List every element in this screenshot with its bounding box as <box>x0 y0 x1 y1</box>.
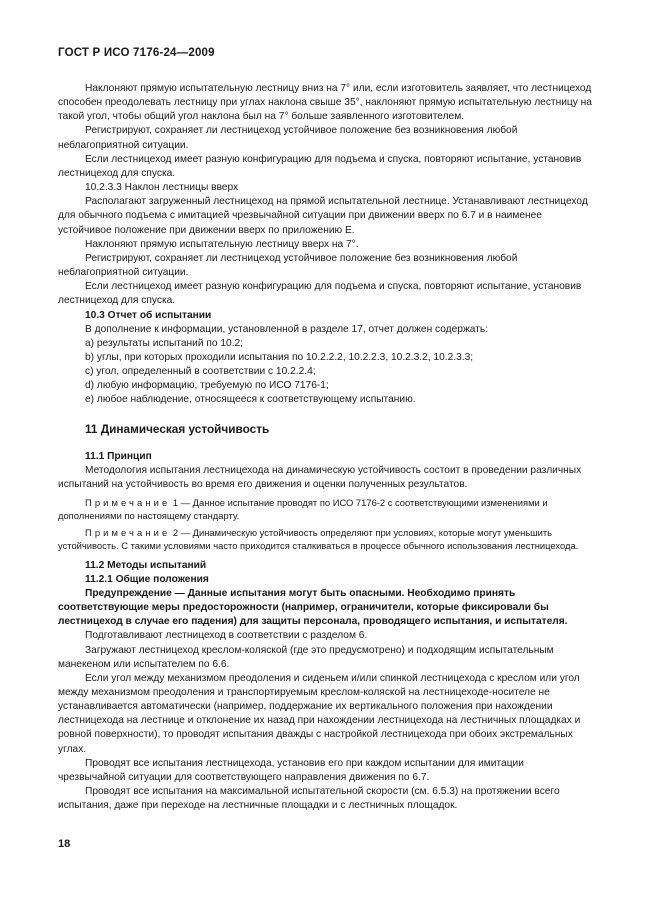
paragraph: Наклоняют прямую испытательную лестницу вниз на 7° или, если изготовитель заявляет, что лестницеход способен преодолевать лестницу при углах наклона свыше 35°, наклоняют прямую испытательную лестницу на такой угол, чтобы общий угол наклона был на 7° больше заявленного изготовителем. <box>58 83 592 123</box>
subsection-heading: 11.1 Принцип <box>85 450 152 462</box>
paragraph: Загружают лестницеход креслом-коляской (где это предусмотрено) и подходящим испытательным манекеном или испытателем по 6.6. <box>58 644 554 670</box>
list-item: b) углы, при которых проходили испытания по 10.2.2.2, 10.2.2.3, 10.2.3.2, 10.2.3.3; <box>85 351 474 363</box>
note-text: 1 — Данное испытание проводят по ИСО 7176-2 с соответствующими изменениями и дополнениями по настоящему стандарту. <box>58 497 548 521</box>
subsection-heading: 11.2 Методы испытаний <box>85 559 207 571</box>
section-heading: 11 Динамическая устойчивость <box>85 421 270 436</box>
paragraph: Если лестницеход имеет разную конфигурацию для подъема и спуска, повторяют испытание, установив лестницеход для спуска. <box>58 281 582 307</box>
subsection-heading: 10.3 Отчет об испытании <box>85 309 212 321</box>
note-label: Примечание <box>85 527 171 539</box>
paragraph: Проводят все испытания на максимальной испытательной скорости (см. 6.5.3) на протяжении всего испытания, даже при переходе на лестничные площадки и с лестничных площадок. <box>58 786 560 812</box>
list-item: d) любую информацию, требуемую по ИСО 7176-1; <box>85 380 329 392</box>
paragraph: Располагают загруженный лестницеход на прямой испытательной лестнице. Устанавливают лестницеход для обычного подъема с имитацией чрезвычайной ситуации при движении вверх по 6.7 и в наименее устойчивое положение при движении вверх по приложению Е. <box>58 196 588 236</box>
paragraph: Методология испытания лестницехода на динамическую устойчивость состоит в проведении различных испытаний на устойчивость во время его движения и оценки полученных результатов. <box>58 464 582 491</box>
list-item: a) результаты испытаний по 10.2; <box>85 337 244 349</box>
warning-paragraph: Предупреждение — Данные испытания могут быть опасными. Необходимо принять соответствующие меры предосторожности (например, ограничители, которые фиксировали бы лестницеход в случае его падения) для защиты персонала, проводящего испытания, и испытателя. <box>58 587 568 628</box>
document-body <box>58 82 593 813</box>
note <box>58 497 593 522</box>
paragraph: В дополнение к информации, установленной в разделе 17, отчет должен содержать: <box>85 323 489 335</box>
list-item: e) любое наблюдение, относящееся к соответствующему испытанию. <box>85 394 416 406</box>
paragraph: Регистрируют, сохраняет ли лестницеход устойчивое положение без возникновения любой неблагоприятной ситуации. <box>58 252 518 279</box>
subsection-heading: 11.2.1 Общие положения <box>85 573 209 585</box>
paragraph: Проводят все испытания лестницехода, установив его при каждом испытании для имитации чрезвычайной ситуации для соответствующего направления движения по 6.7. <box>58 757 524 783</box>
paragraph: Если лестницеход имеет разную конфигурацию для подъема и спуска, повторяют испытание, установив лестницеход для спуска. <box>58 153 582 179</box>
paragraph: Если угол между механизмом преодоления и сиденьем и/или спинкой лестницехода с креслом или угол между механизмом преодоления и транспортируемым креслом-коляской на лестницеходе-носителе не устанавливается автоматически (например, поддержание их вертикального положения при нахождении лестницехода на лестнице и отклонение их назад при нахождении лестницехода на лестничных площадках и ровной поверхности), то проводят испытания дважды с настройкой лестницехода при обоих экстремальных углах. <box>58 672 581 755</box>
note-text: 2 — Динамическую устойчивость определяют при условиях, которые могут уменьшить устойчивость. С такими условиями часто приходится сталкиваться в процессе обычного использования лестницехода. <box>58 527 579 551</box>
note-label: Примечание <box>85 497 171 509</box>
document-header: ГОСТ Р ИСО 7176-24—2009 <box>58 47 215 59</box>
paragraph: Регистрируют, сохраняет ли лестницеход устойчивое положение без возникновения любой неблагоприятной ситуации. <box>58 125 518 151</box>
paragraph: Наклоняют прямую испытательную лестницу вверх на 7°. <box>85 238 359 250</box>
subsection-heading: 10.2.3.3 Наклон лестницы вверх <box>85 182 239 194</box>
list-item: c) угол, определенный в соответствии с 10.2.2.4; <box>85 366 316 378</box>
note <box>58 527 593 552</box>
paragraph: Подготавливают лестницеход в соответствии с разделом 6. <box>85 630 368 642</box>
page-number: 18 <box>58 838 71 850</box>
